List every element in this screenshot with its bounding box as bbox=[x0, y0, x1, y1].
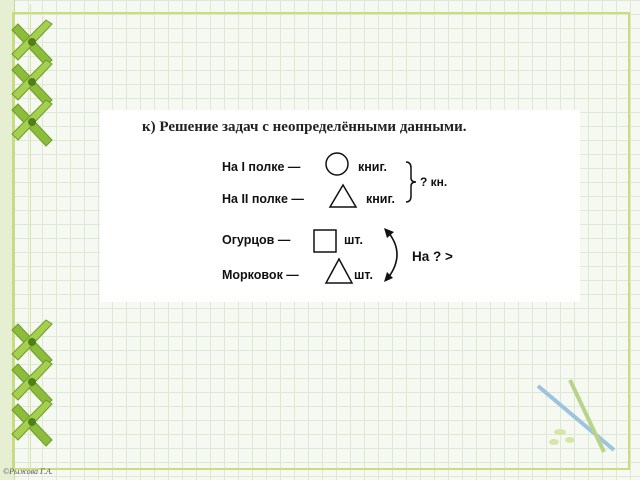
square-icon bbox=[312, 228, 338, 254]
row-4-unit: шт. bbox=[354, 268, 373, 282]
row-4-label: Морковок — bbox=[222, 268, 299, 282]
question-books: ? кн. bbox=[420, 175, 448, 189]
pencils-icon bbox=[530, 380, 620, 460]
ribbon-top-icon bbox=[12, 20, 58, 160]
question-compare: На ? > bbox=[412, 249, 453, 264]
circle-icon bbox=[324, 151, 350, 177]
row-3-unit: шт. bbox=[344, 233, 363, 247]
triangle-icon bbox=[324, 258, 354, 284]
copyright-text: ©Рыжова Г.А. bbox=[3, 467, 53, 476]
row-1-label: На I полке — bbox=[222, 160, 301, 174]
row-1-unit: книг. bbox=[358, 160, 387, 174]
curved-arrow-icon bbox=[380, 226, 410, 284]
brace-icon bbox=[404, 160, 418, 204]
ribbon-bottom-icon bbox=[12, 320, 58, 460]
triangle-icon bbox=[328, 184, 358, 208]
row-3-label: Огурцов — bbox=[222, 233, 291, 247]
page-title: к) Решение задач с неопределёнными данными. bbox=[142, 119, 467, 135]
row-2-label: На II полке — bbox=[222, 192, 304, 206]
row-2-unit: книг. bbox=[366, 192, 395, 206]
